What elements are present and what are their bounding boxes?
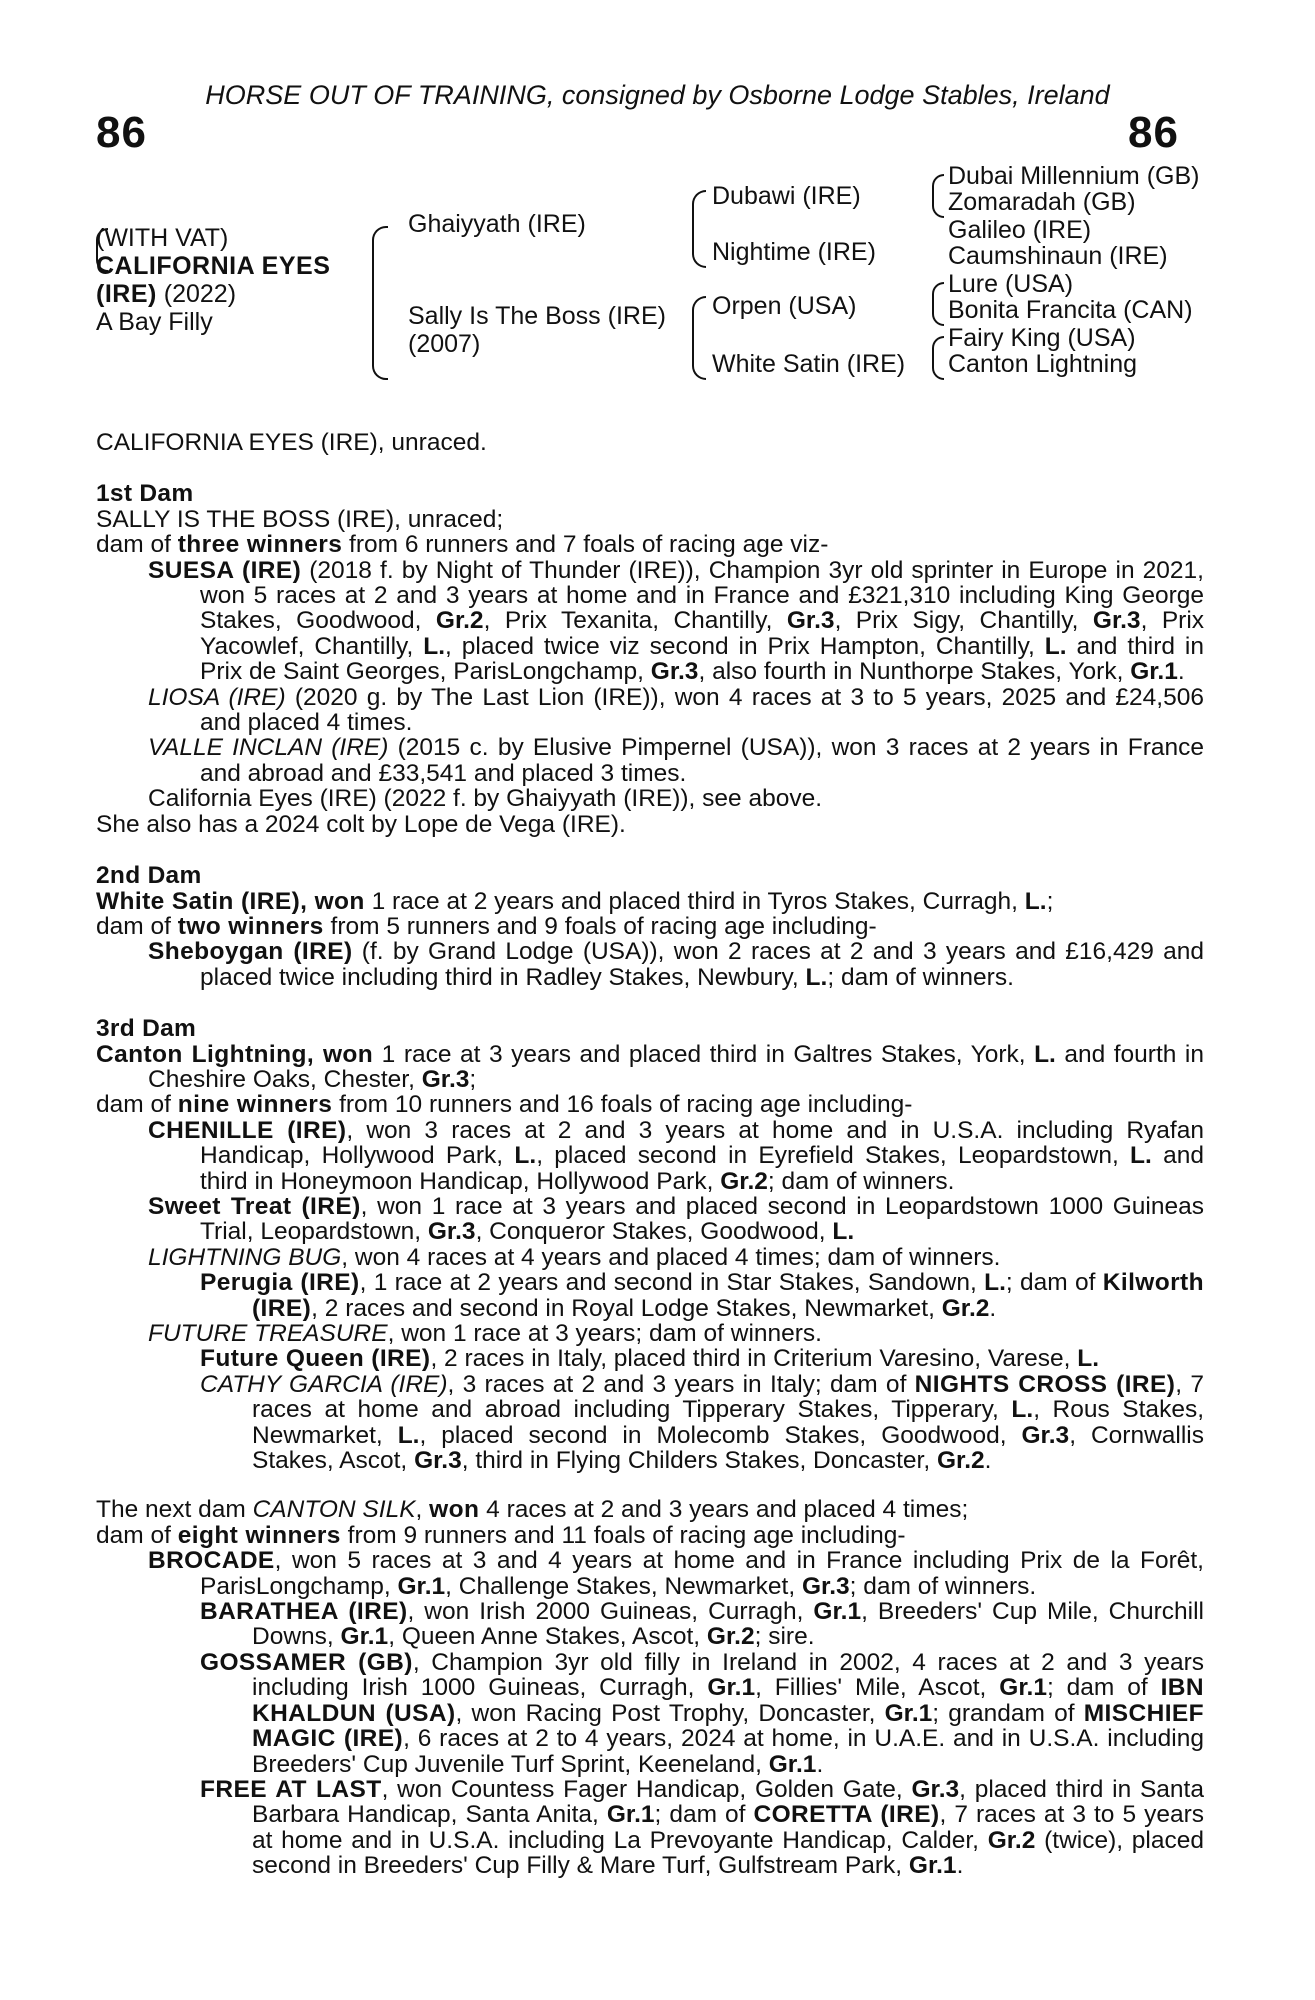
produce-future-queen: Future Queen (IRE), 2 races in Italy, placed third in Criterium Varesino, Varese, L. xyxy=(200,1345,1100,1373)
sire: Ghaiyyath (IRE) xyxy=(408,210,586,238)
gen3-ancestor: Fairy King (USA) xyxy=(948,324,1136,352)
grandsire-paternal: Dubawi (IRE) xyxy=(712,182,861,210)
lot-number-right: 86 xyxy=(1128,108,1179,157)
also-has-line: She also has a 2024 colt by Lope de Vega (IRE). xyxy=(96,810,626,838)
catalogue-body xyxy=(96,430,1204,1879)
next-dam-produce: dam of eight winners from 9 runners and 11 foals of racing age including- xyxy=(96,1521,906,1549)
produce-cathy-garcia: CATHY GARCIA (IRE), 3 races at 2 and 3 years in Italy; dam of NIGHTS CROSS (IRE), 7 races at home and abroad including Tipperary Stakes, Tipperary, L., Rous Stakes, Newmarket, L., placed second in Molecomb Stakes, Goodwood, Gr.3, Cornwallis Stakes, Ascot, Gr.3, third in Flying Childers Stakes, Doncaster, Gr.2. xyxy=(200,1370,1204,1475)
produce-suesa: SUESA (IRE) (2018 f. by Night of Thunder (IRE)), Champion 3yr old sprinter in Europe in 2021, won 5 races at 2 and 3 years at home and in France and £321,310 including King George Stakes, Goodwood, Gr.2, Prix Texanita, Chantilly, Gr.3, Prix Sigy, Chantilly, Gr.3, Prix Yacowlef, Chantilly, L., placed twice viz second in Prix Hampton, Chantilly, L. and third in Prix de Saint Georges, ParisLongchamp, Gr.3, also fourth in Nunthorpe Stakes, York, Gr.1. xyxy=(148,556,1205,686)
produce-lightning-bug: LIGHTNING BUG, won 4 races at 4 years and placed 4 times; dam of winners. xyxy=(148,1243,1001,1271)
second-dam-produce: dam of two winners from 5 runners and 9 foals of racing age including- xyxy=(96,912,877,940)
pedigree-bracket xyxy=(96,228,108,272)
first-dam-line: SALLY IS THE BOSS (IRE), unraced; xyxy=(96,505,504,533)
catalogue-header: HORSE OUT OF TRAINING, consigned by Osborne Lodge Stables, Ireland xyxy=(205,80,1110,110)
produce-free-at-last: FREE AT LAST, won Countess Fager Handicap, Golden Gate, Gr.3, placed third in Santa Barbara Handicap, Santa Anita, Gr.1; dam of CORETTA (IRE), 7 races at 3 to 5 years at home and in U.S.A. including La Prevoyante Handicap, Calder, Gr.2 (twice), placed second in Breeders' Cup Filly & Mare Turf, Gulfstream Park, Gr.1. xyxy=(200,1775,1204,1880)
gen3-ancestor: Bonita Francita (CAN) xyxy=(948,296,1193,324)
produce-gossamer: GOSSAMER (GB), Champion 3yr old filly in Ireland in 2002, 4 races at 2 and 3 years including Irish 1000 Guineas, Curragh, Gr.1, Fillies' Mile, Ascot, Gr.1; dam of IBN KHALDUN (USA), won Racing Post Trophy, Doncaster, Gr.1; grandam of MISCHIEF MAGIC (IRE), 6 races at 2 to 4 years, 2024 at home, in U.A.E. and in U.S.A. including Breeders' Cup Juvenile Turf Sprint, Keeneland, Gr.1. xyxy=(200,1648,1205,1778)
grandsire-maternal: Orpen (USA) xyxy=(712,292,857,320)
pedigree-bracket xyxy=(372,226,388,380)
vat-note: (WITH VAT) xyxy=(96,224,229,252)
gen3-ancestor: Caumshinaun (IRE) xyxy=(948,242,1168,270)
pedigree-table xyxy=(96,162,1226,394)
produce-future-treasure: FUTURE TREASURE, won 1 race at 3 years; dam of winners. xyxy=(148,1320,822,1347)
produce-perugia: Perugia (IRE), 1 race at 2 years and second in Star Stakes, Sandown, L.; dam of Kilworth (IRE), 2 races and second in Royal Lodge Stakes, Newmarket, Gr.2. xyxy=(200,1269,1204,1322)
first-dam-produce: dam of three winners from 6 runners and 7 foals of racing age viz- xyxy=(96,531,829,559)
lot-number-left: 86 xyxy=(96,108,147,157)
pedigree-bracket xyxy=(692,296,706,380)
horse-country: (IRE) xyxy=(96,280,157,308)
pedigree-bracket xyxy=(932,174,944,218)
next-dam-line: The next dam CANTON SILK, won 4 races at 2 and 3 years and placed 4 times; xyxy=(96,1496,969,1524)
produce-valle-inclan: VALLE INCLAN (IRE) (2015 c. by Elusive Pimpernel (USA)), won 3 races at 2 years in France and abroad and £33,541 and placed 3 times. xyxy=(148,734,1204,787)
produce-sweet-treat: Sweet Treat (IRE), won 1 race at 3 years and placed second in Leopardstown 1000 Guineas Trial, Leopardstown, Gr.3, Conqueror Stakes, Goodwood, L. xyxy=(148,1192,1204,1246)
pedigree-bracket xyxy=(932,336,944,380)
produce-liosa: LIOSA (IRE) (2020 g. by The Last Lion (IRE)), won 4 races at 3 to 5 years, 2025 and £24,506 and placed 4 times. xyxy=(148,683,1204,737)
dam-year: (2007) xyxy=(408,330,481,358)
second-dam-line: White Satin (IRE), won 1 race at 2 years and placed third in Tyros Stakes, Curragh, L.; xyxy=(96,887,1054,915)
horse-year: (2022) xyxy=(156,280,237,308)
produce-california-eyes: California Eyes (IRE) (2022 f. by Ghaiyyath (IRE)), see above. xyxy=(148,785,823,813)
third-dam-line: Canton Lightning, won 1 race at 3 years and placed third in Galtres Stakes, York, L. and fourth in Cheshire Oaks, Chester, Gr.3; xyxy=(96,1040,1204,1093)
gen3-ancestor: Galileo (IRE) xyxy=(948,216,1092,244)
third-dam-heading: 3rd Dam xyxy=(96,1015,197,1043)
horse-country-year xyxy=(96,280,236,308)
pedigree-bracket xyxy=(932,282,944,326)
gen3-ancestor: Canton Lightning xyxy=(948,350,1138,378)
produce-brocade: BROCADE, won 5 races at 3 and 4 years at home and in France including Prix de la Forêt, ParisLongchamp, Gr.1, Challenge Stakes, Newmarket, Gr.3; dam of winners. xyxy=(148,1547,1204,1600)
third-dam-produce: dam of nine winners from 10 runners and 16 foals of racing age including- xyxy=(96,1091,913,1119)
produce-chenille: CHENILLE (IRE), won 3 races at 2 and 3 years at home and in U.S.A. including Ryafan Handicap, Hollywood Park, L., placed second in Eyrefield Stakes, Leopardstown, L. and third in Honeymoon Handicap, Hollywood Park, Gr.2; dam of winners. xyxy=(148,1116,1204,1195)
unraced-line: CALIFORNIA EYES (IRE), unraced. xyxy=(96,429,487,456)
dam: Sally Is The Boss (IRE) xyxy=(408,302,666,330)
first-dam-heading: 1st Dam xyxy=(96,480,194,508)
granddam-maternal: White Satin (IRE) xyxy=(712,350,906,378)
produce-sheboygan: Sheboygan (IRE) (f. by Grand Lodge (USA)), won 2 races at 2 and 3 years and £16,429 and placed twice including third in Radley Stakes, Newbury, L.; dam of winners. xyxy=(148,938,1204,991)
produce-barathea: BARATHEA (IRE), won Irish 2000 Guineas, Curragh, Gr.1, Breeders' Cup Mile, Churchill Downs, Gr.1, Queen Anne Stakes, Ascot, Gr.2; sire. xyxy=(200,1598,1204,1651)
gen3-ancestor: Lure (USA) xyxy=(948,270,1074,298)
horse-name: CALIFORNIA EYES xyxy=(96,252,331,280)
pedigree-bracket xyxy=(692,190,706,268)
granddam-paternal: Nightime (IRE) xyxy=(712,238,876,266)
gen3-ancestor: Dubai Millennium (GB) xyxy=(948,162,1200,190)
second-dam-heading: 2nd Dam xyxy=(96,862,202,890)
horse-description: A Bay Filly xyxy=(96,308,213,336)
gen3-ancestor: Zomaradah (GB) xyxy=(948,188,1136,216)
